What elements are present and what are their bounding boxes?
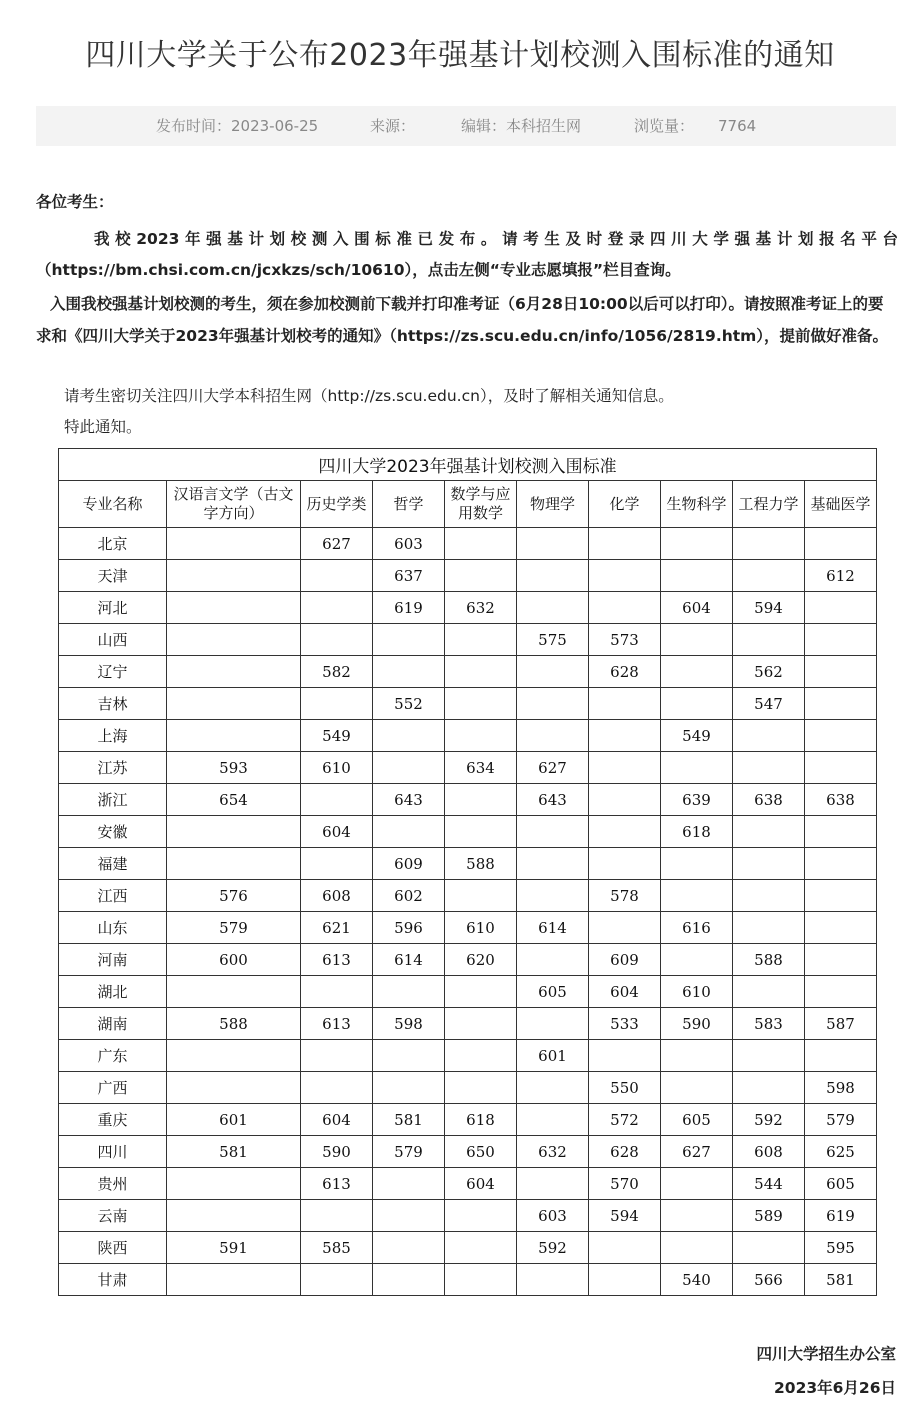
score-cell [517, 816, 589, 848]
score-cell [805, 912, 877, 944]
score-cell [589, 1232, 661, 1264]
province-cell: 甘肃 [59, 1264, 167, 1296]
score-cell: 650 [445, 1136, 517, 1168]
score-cell [373, 720, 445, 752]
score-cell [661, 944, 733, 976]
greeting: 各位考生： [36, 193, 114, 211]
score-cell [373, 1264, 445, 1296]
score-cell: 616 [661, 912, 733, 944]
score-cell [805, 816, 877, 848]
column-header: 化学 [589, 481, 661, 528]
paragraph-follow-site: 请考生密切关注四川大学本科招生网（http://zs.scu.edu.cn），及时了解相关通知信息。 [64, 387, 674, 405]
score-cell: 591 [167, 1232, 301, 1264]
score-cell [301, 784, 373, 816]
score-cell: 639 [661, 784, 733, 816]
score-cell [733, 720, 805, 752]
province-cell: 云南 [59, 1200, 167, 1232]
score-cell [733, 912, 805, 944]
score-cell: 605 [661, 1104, 733, 1136]
score-cell [301, 1072, 373, 1104]
score-cell: 588 [167, 1008, 301, 1040]
table-row [59, 688, 877, 720]
score-cell: 610 [445, 912, 517, 944]
score-cell [517, 528, 589, 560]
score-cell [517, 1104, 589, 1136]
score-cell [661, 560, 733, 592]
score-cell: 604 [589, 976, 661, 1008]
score-cell: 654 [167, 784, 301, 816]
score-cell: 613 [301, 1008, 373, 1040]
table-row [59, 1008, 877, 1040]
score-cell [167, 1040, 301, 1072]
score-cell [445, 880, 517, 912]
score-cell [589, 688, 661, 720]
province-cell: 湖南 [59, 1008, 167, 1040]
score-cell [805, 528, 877, 560]
score-cell: 604 [445, 1168, 517, 1200]
score-cell [167, 976, 301, 1008]
score-cell [805, 944, 877, 976]
score-cell [445, 1008, 517, 1040]
score-cell [373, 1040, 445, 1072]
province-cell: 福建 [59, 848, 167, 880]
province-cell: 浙江 [59, 784, 167, 816]
score-cell [661, 656, 733, 688]
page-title: 四川大学关于公布2023年强基计划校测入围标准的通知 [85, 38, 835, 73]
score-cell [301, 624, 373, 656]
score-cell [167, 624, 301, 656]
score-cell [661, 1072, 733, 1104]
score-cell [517, 688, 589, 720]
score-cell [445, 656, 517, 688]
article-meta-bar [36, 106, 896, 146]
table-row [59, 816, 877, 848]
score-cell [167, 816, 301, 848]
score-cell [301, 848, 373, 880]
score-cell [589, 528, 661, 560]
province-cell: 河北 [59, 592, 167, 624]
score-cell [167, 848, 301, 880]
score-cell [167, 720, 301, 752]
score-cell: 620 [445, 944, 517, 976]
score-cell: 632 [517, 1136, 589, 1168]
table-row [59, 976, 877, 1008]
paragraph-announcement: 我校2023年强基计划校测入围标准已发布。请考生及时登录四川大学强基计划报名平台（https://bm.chsi.com.cn/jcxkzs/sch/10610），点击左侧“专业志愿填报”栏目查询。 [36, 230, 898, 279]
score-cell: 588 [733, 944, 805, 976]
table-row [59, 656, 877, 688]
score-cell: 598 [805, 1072, 877, 1104]
province-cell: 四川 [59, 1136, 167, 1168]
score-cell: 594 [733, 592, 805, 624]
score-cell: 609 [373, 848, 445, 880]
score-cell [805, 624, 877, 656]
score-cell [445, 1200, 517, 1232]
score-cell [805, 1040, 877, 1072]
score-cell [661, 1232, 733, 1264]
province-cell: 辽宁 [59, 656, 167, 688]
score-cell: 598 [373, 1008, 445, 1040]
table-row [59, 528, 877, 560]
score-cell: 627 [301, 528, 373, 560]
score-cell [805, 688, 877, 720]
score-cell: 618 [661, 816, 733, 848]
score-cell: 547 [733, 688, 805, 720]
score-cell: 618 [445, 1104, 517, 1136]
score-cell: 628 [589, 1136, 661, 1168]
score-cell: 604 [301, 816, 373, 848]
table-row [59, 784, 877, 816]
score-cell [445, 976, 517, 1008]
score-cell: 621 [301, 912, 373, 944]
score-cell [661, 688, 733, 720]
score-cell: 608 [301, 880, 373, 912]
views-count: 7764 [718, 117, 757, 135]
score-cell [167, 592, 301, 624]
score-cell [167, 656, 301, 688]
score-cell [373, 1200, 445, 1232]
table-row [59, 1232, 877, 1264]
province-cell: 山东 [59, 912, 167, 944]
province-cell: 湖北 [59, 976, 167, 1008]
score-cell [301, 1040, 373, 1072]
score-cell [167, 528, 301, 560]
score-cell: 579 [167, 912, 301, 944]
score-cell [445, 688, 517, 720]
score-cell [301, 976, 373, 1008]
source-label: 来源： [370, 117, 416, 135]
score-cell: 590 [661, 1008, 733, 1040]
score-cell [589, 1264, 661, 1296]
score-cell: 619 [373, 592, 445, 624]
score-cell [733, 752, 805, 784]
publish-time: 发布时间：2023-06-25 [156, 117, 319, 135]
score-cell [301, 1264, 373, 1296]
score-cell [373, 752, 445, 784]
score-cell: 589 [733, 1200, 805, 1232]
column-header-major: 专业名称 [59, 481, 167, 528]
score-cell [733, 848, 805, 880]
score-cell [301, 688, 373, 720]
score-cell [373, 976, 445, 1008]
score-cell [589, 816, 661, 848]
table-row [59, 912, 877, 944]
score-cell [805, 720, 877, 752]
score-cell [589, 1040, 661, 1072]
province-cell: 重庆 [59, 1104, 167, 1136]
score-cell [167, 1072, 301, 1104]
score-cell: 582 [301, 656, 373, 688]
score-cell [373, 816, 445, 848]
score-cell [373, 1232, 445, 1264]
table-row [59, 1264, 877, 1296]
score-cell [661, 880, 733, 912]
score-cell [445, 720, 517, 752]
score-cell [373, 1168, 445, 1200]
score-cell [805, 656, 877, 688]
province-cell: 贵州 [59, 1168, 167, 1200]
score-cell: 596 [373, 912, 445, 944]
score-cell: 604 [301, 1104, 373, 1136]
score-cell [733, 624, 805, 656]
score-cell [445, 1040, 517, 1072]
score-cell [301, 560, 373, 592]
score-cell: 581 [373, 1104, 445, 1136]
score-cell: 581 [167, 1136, 301, 1168]
table-row [59, 1168, 877, 1200]
score-cell: 610 [661, 976, 733, 1008]
score-cell [301, 592, 373, 624]
score-cell [445, 528, 517, 560]
score-cell: 601 [167, 1104, 301, 1136]
score-cell [167, 1264, 301, 1296]
province-cell: 江西 [59, 880, 167, 912]
editor-label: 编辑：本科招生网 [461, 117, 582, 135]
score-cell: 614 [517, 912, 589, 944]
column-header: 汉语言文学（古文字方向） [167, 481, 301, 528]
score-cell [445, 560, 517, 592]
score-cell [661, 1168, 733, 1200]
province-cell: 河南 [59, 944, 167, 976]
score-cell: 540 [661, 1264, 733, 1296]
score-cell: 573 [589, 624, 661, 656]
paragraph-closing: 特此通知。 [64, 418, 142, 436]
score-cell [805, 592, 877, 624]
score-cell: 619 [805, 1200, 877, 1232]
score-cell: 628 [589, 656, 661, 688]
score-cell: 604 [661, 592, 733, 624]
score-cell: 638 [805, 784, 877, 816]
score-cell [167, 1200, 301, 1232]
score-cell [661, 624, 733, 656]
score-cell [373, 1072, 445, 1104]
score-cell [589, 752, 661, 784]
score-cell [517, 1168, 589, 1200]
table-row [59, 720, 877, 752]
score-cell [733, 1232, 805, 1264]
province-cell: 陕西 [59, 1232, 167, 1264]
score-cell [733, 880, 805, 912]
province-cell: 天津 [59, 560, 167, 592]
score-cell: 609 [589, 944, 661, 976]
score-cell [445, 816, 517, 848]
score-cell [589, 784, 661, 816]
score-cell: 566 [733, 1264, 805, 1296]
score-cell: 601 [517, 1040, 589, 1072]
score-cell [517, 656, 589, 688]
column-header: 数学与应用数学 [445, 481, 517, 528]
score-cell [589, 848, 661, 880]
score-cell [373, 624, 445, 656]
column-header: 历史学类 [301, 481, 373, 528]
score-cell: 593 [167, 752, 301, 784]
score-cell [661, 528, 733, 560]
score-cell [167, 1168, 301, 1200]
score-cell: 627 [517, 752, 589, 784]
score-cell [805, 752, 877, 784]
score-cell [661, 1200, 733, 1232]
score-cell: 581 [805, 1264, 877, 1296]
table-row [59, 752, 877, 784]
score-cell [445, 1264, 517, 1296]
score-cell: 613 [301, 1168, 373, 1200]
score-cell [445, 784, 517, 816]
score-cell: 572 [589, 1104, 661, 1136]
score-cell [373, 656, 445, 688]
table-row [59, 560, 877, 592]
score-cell [805, 976, 877, 1008]
views-label: 浏览量： [634, 117, 695, 135]
table-caption: 四川大学2023年强基计划校测入围标准 [59, 449, 877, 481]
score-cell [589, 912, 661, 944]
score-cell: 562 [733, 656, 805, 688]
score-cell: 634 [445, 752, 517, 784]
score-cell [301, 1200, 373, 1232]
table-row [59, 1136, 877, 1168]
score-cell [661, 752, 733, 784]
score-cell: 579 [805, 1104, 877, 1136]
score-cell: 600 [167, 944, 301, 976]
score-cell: 603 [517, 1200, 589, 1232]
table-row [59, 592, 877, 624]
score-cell: 613 [301, 944, 373, 976]
column-header: 生物科学 [661, 481, 733, 528]
score-cell [661, 848, 733, 880]
score-cell: 575 [517, 624, 589, 656]
table-row [59, 880, 877, 912]
province-cell: 江苏 [59, 752, 167, 784]
score-cell: 610 [301, 752, 373, 784]
province-cell: 山西 [59, 624, 167, 656]
table-body [59, 528, 877, 1296]
province-cell: 吉林 [59, 688, 167, 720]
column-header: 哲学 [373, 481, 445, 528]
score-cell [733, 528, 805, 560]
score-cell [517, 1008, 589, 1040]
score-cell: 533 [589, 1008, 661, 1040]
score-cell: 602 [373, 880, 445, 912]
score-cell [733, 1072, 805, 1104]
score-cell: 579 [373, 1136, 445, 1168]
score-cell [517, 1072, 589, 1104]
score-cell: 612 [805, 560, 877, 592]
score-cell [517, 944, 589, 976]
score-cell: 605 [805, 1168, 877, 1200]
score-cell: 614 [373, 944, 445, 976]
score-cell: 592 [517, 1232, 589, 1264]
score-cell: 594 [589, 1200, 661, 1232]
score-cell [733, 816, 805, 848]
score-cell [517, 1264, 589, 1296]
score-cell: 605 [517, 976, 589, 1008]
score-cell: 643 [373, 784, 445, 816]
score-cell [589, 720, 661, 752]
province-cell: 广东 [59, 1040, 167, 1072]
province-cell: 上海 [59, 720, 167, 752]
score-cell [733, 976, 805, 1008]
score-cell [589, 560, 661, 592]
score-cell: 544 [733, 1168, 805, 1200]
score-cell: 578 [589, 880, 661, 912]
score-cell [805, 848, 877, 880]
score-cell [445, 1232, 517, 1264]
score-cell: 637 [373, 560, 445, 592]
score-cell: 632 [445, 592, 517, 624]
province-cell: 安徽 [59, 816, 167, 848]
score-cell: 627 [661, 1136, 733, 1168]
paragraph-admission-ticket: 入围我校强基计划校测的考生，须在参加校测前下载并打印准考证（6月28日10:00以后可以打印）。请按照准考证上的要求和《四川大学关于2023年强基计划校考的通知》（https://zs.scu.edu.cn/info/1056/2819.htm），提前做好准备。 [36, 295, 889, 345]
score-cell [445, 1072, 517, 1104]
province-cell: 广西 [59, 1072, 167, 1104]
score-cell: 549 [301, 720, 373, 752]
score-cell: 585 [301, 1232, 373, 1264]
score-cell [517, 880, 589, 912]
table-header-row [59, 481, 877, 528]
table-row [59, 1040, 877, 1072]
score-cell [445, 624, 517, 656]
score-cell [733, 1040, 805, 1072]
footer-office: 四川大学招生办公室 [756, 1345, 896, 1363]
footer-date: 2023年6月26日 [774, 1379, 896, 1397]
score-cell [517, 592, 589, 624]
score-cell: 587 [805, 1008, 877, 1040]
score-cell: 588 [445, 848, 517, 880]
score-cell: 549 [661, 720, 733, 752]
score-table [58, 448, 877, 1296]
table-row [59, 848, 877, 880]
province-cell: 北京 [59, 528, 167, 560]
score-cell: 595 [805, 1232, 877, 1264]
score-cell: 590 [301, 1136, 373, 1168]
score-cell: 576 [167, 880, 301, 912]
table-row [59, 1072, 877, 1104]
score-cell: 550 [589, 1072, 661, 1104]
column-header: 基础医学 [805, 481, 877, 528]
score-cell: 592 [733, 1104, 805, 1136]
score-cell [517, 720, 589, 752]
score-cell: 603 [373, 528, 445, 560]
column-header: 工程力学 [733, 481, 805, 528]
score-cell: 625 [805, 1136, 877, 1168]
score-cell: 583 [733, 1008, 805, 1040]
table-row [59, 624, 877, 656]
table-row [59, 1104, 877, 1136]
score-cell [733, 560, 805, 592]
score-cell [517, 560, 589, 592]
score-cell [167, 560, 301, 592]
score-cell: 643 [517, 784, 589, 816]
score-cell: 608 [733, 1136, 805, 1168]
table-row [59, 1200, 877, 1232]
score-cell: 638 [733, 784, 805, 816]
score-cell [805, 880, 877, 912]
table-row [59, 944, 877, 976]
score-cell: 552 [373, 688, 445, 720]
score-cell [661, 1040, 733, 1072]
column-header: 物理学 [517, 481, 589, 528]
score-cell [167, 688, 301, 720]
score-cell: 570 [589, 1168, 661, 1200]
score-cell [517, 848, 589, 880]
score-cell [589, 592, 661, 624]
